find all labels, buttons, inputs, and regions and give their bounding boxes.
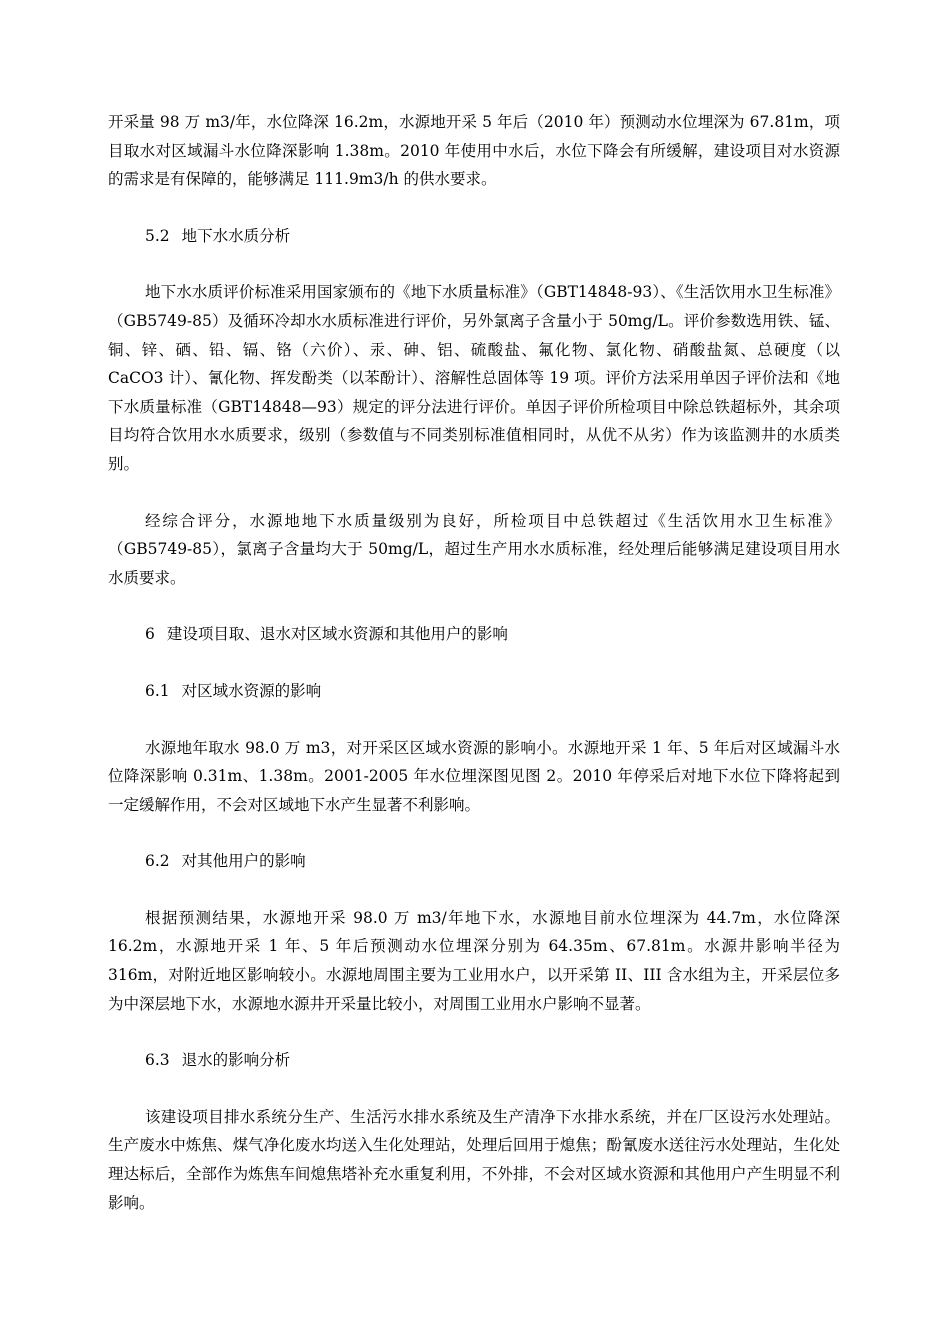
document-page bbox=[108, 108, 840, 1245]
paragraph-quality-standards: 地下水水质评价标准采用国家颁布的《地下水质量标准》（GBT14848-93）、《生活饮用水卫生标准》（GB5749-85）及循环冷却水水质标准进行评价，另外氯离子含量小于 50mg/L。评价参数选用铁、锰、铜、锌、硒、铅、镉、铬（六价）、汞、砷、铝、硫酸盐、氟化物、氯化物、硝酸盐氮、总硬度（以 CaCO3 计）、氰化物、挥发酚类（以苯酚计）、溶解性总固体等 19 项。评价方法采用单因子评价法和《地下水质量标准（GBT14848—93）规定的评分法进行评价。单因子评价所检项目中除总铁超标外，其余项目均符合饮用水水质要求，级别（参数值与不同类别标准值相同时，从优不从劣）作为该监测井的水质类别。 bbox=[108, 283, 840, 473]
paragraph-drainage-impact: 该建设项目排水系统分生产、生活污水排水系统及生产清净下水排水系统，并在厂区设污水处理站。生产废水中炼焦、煤气净化废水均送入生化处理站，处理后回用于熄焦；酚氰废水送往污水处理站，生化处理达标后，全部作为炼焦车间熄焦塔补充水重复利用，不外排，不会对区域水资源和其他用户产生明显不利影响。 bbox=[108, 1107, 840, 1212]
section-heading-6 bbox=[108, 620, 840, 649]
section-title: 退水的影响分析 bbox=[181, 1051, 291, 1070]
section-heading-6-1 bbox=[108, 677, 840, 706]
paragraph-other-users-impact: 根据预测结果，水源地开采 98.0 万 m3/年地下水，水源地目前水位埋深为 44.7m，水位降深 16.2m，水源地开采 1 年、5 年后预测动水位埋深分别为 64.35m、67.81m。水源井影响半径为 316m，对附近地区影响较小。水源地周围主要为工业用水户，以开采第 II、III 含水组为主，开采层位多为中深层地下水，水源地水源井开采量比较小，对周围工业用水户影响不显著。 bbox=[108, 908, 840, 1013]
section-number: 6.2 bbox=[145, 852, 170, 871]
section-heading-5-2 bbox=[108, 222, 840, 251]
section-number: 6 bbox=[145, 625, 155, 644]
section-heading-6-2 bbox=[108, 847, 840, 876]
section-number: 5.2 bbox=[145, 226, 170, 245]
paragraph-quality-result: 经综合评分，水源地地下水质量级别为良好，所检项目中总铁超过《生活饮用水卫生标准》（GB5749-85），氯离子含量均大于 50mg/L，超过生产用水水质标准，经处理后能够满足建设项目用水水质要求。 bbox=[108, 511, 840, 587]
section-title: 对其他用户的影响 bbox=[181, 852, 306, 871]
section-title: 对区域水资源的影响 bbox=[181, 681, 322, 700]
section-title: 建设项目取、退水对区域水资源和其他用户的影响 bbox=[166, 625, 508, 644]
section-number: 6.3 bbox=[145, 1051, 170, 1070]
section-title: 地下水水质分析 bbox=[181, 226, 291, 245]
section-heading-6-3 bbox=[108, 1046, 840, 1075]
section-number: 6.1 bbox=[145, 681, 170, 700]
paragraph-regional-impact: 水源地年取水 98.0 万 m3，对开采区区域水资源的影响小。水源地开采 1 年、5 年后对区域漏斗水位降深影响 0.31m、1.38m。2001-2005 年水位埋深图见图 2。2010 年停采后对地下水位下降将起到一定缓解作用，不会对区域地下水产生显著不利影响。 bbox=[108, 738, 840, 814]
paragraph-water-supply-guarantee: 开采量 98 万 m3/年，水位降深 16.2m，水源地开采 5 年后（2010 年）预测动水位埋深为 67.81m，项目取水对区域漏斗水位降深影响 1.38m。2010 年使用中水后，水位下降会有所缓解，建设项目对水资源的需求是有保障的，能够满足 111.9m3/h 的供水要求。 bbox=[108, 113, 840, 189]
